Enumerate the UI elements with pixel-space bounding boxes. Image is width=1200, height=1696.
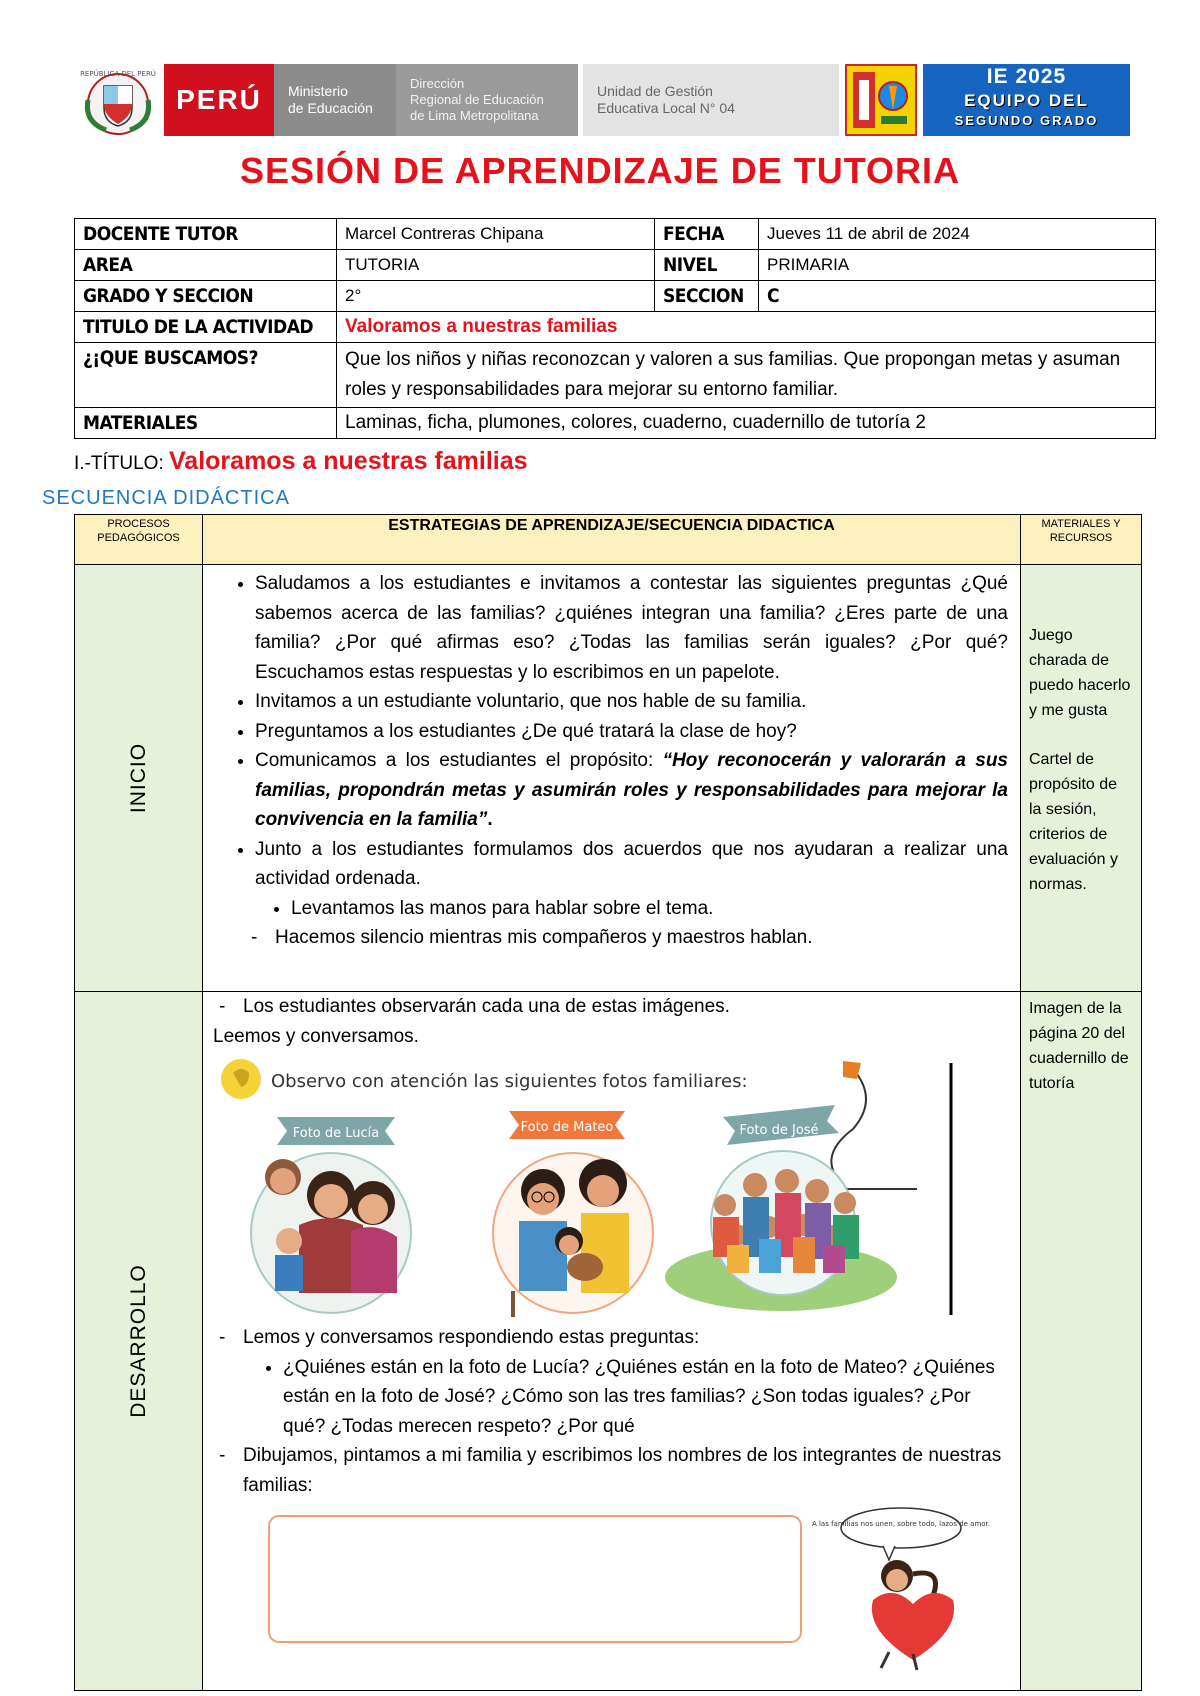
dash-item: - Hacemos silencio mientras mis compañeros y maestros hablan.: [251, 927, 813, 948]
dash-item: - Dibujamos, pintamos a mi familia y escribimos los nombres de los integrantes de nuestras familias:: [219, 1445, 1002, 1496]
desarrollo-materials: Imagen de la página 20 del cuadernillo de tutoría: [1021, 992, 1142, 1691]
list-item: • Saludamos a los estudiantes e invitamos a contestar las siguientes preguntas ¿Qué sabemos acerca de las familias? ¿quiénes integran una familia? ¿Eres parte de una familia? ¿Por qué afirmas eso? ¿Todas las familias serán iguales? ¿Por qué? Escuchamos estas respuestas y lo escribimos en un papelote.: [255, 569, 1008, 687]
desarrollo-strategies: [203, 992, 1021, 1691]
fecha-label: FECHA: [655, 219, 759, 250]
grado-value: 2°: [337, 281, 655, 312]
grado-label: GRADO Y SECCION: [75, 281, 337, 312]
desarrollo-label: DESARROLLO: [126, 1264, 150, 1418]
buscamos-label: ¿¡QUE BUSCAMOS?: [75, 343, 337, 408]
team-banner: IE 2025 EQUIPO DEL SEGUNDO GRADO: [923, 64, 1130, 136]
titulo-value: Valoramos a nuestras familias: [337, 312, 1156, 343]
peru-logo: PERÚ: [164, 64, 274, 136]
ministry-logo: Ministerio de Educación: [274, 64, 408, 136]
materiales-value: Laminas, ficha, plumones, colores, cuaderno, cuadernillo de tutoría 2: [337, 408, 1156, 439]
ugel-logo: Unidad de Gestión Educativa Local N° 04: [583, 64, 839, 136]
table-row: [75, 219, 1156, 250]
list-item: • Invitamos a un estudiante voluntario, que nos hable de su familia.: [255, 687, 1008, 717]
fecha-value: Jueves 11 de abril de 2024: [759, 219, 1156, 250]
nivel-label: NIVEL: [655, 250, 759, 281]
inicio-label: INICIO: [126, 742, 150, 814]
speech-bubble: A las familias nos unen, sobre todo, lazos de amor.: [811, 1520, 991, 1528]
drawing-frame: [269, 1516, 801, 1642]
materiales-header: MATERIALES Y RECURSOS: [1021, 515, 1142, 565]
desarrollo-row: [75, 992, 1142, 1691]
area-label: AREA: [75, 250, 337, 281]
table-header-row: [75, 515, 1142, 565]
drawing-area: [213, 1504, 1008, 1674]
secuencia-heading: SECUENCIA DIDÁCTICA: [42, 487, 290, 509]
list-item: • Comunicamos a los estudiantes el propósito: “Hoy reconocerán y valorarán a sus familias, propondrán metas y asumirán roles y responsabilidades para mejorar la convivencia en la familia”.: [255, 746, 1008, 835]
svg-text:REPÚBLICA DEL PERÚ: REPÚBLICA DEL PERÚ: [80, 70, 156, 78]
table-row: [75, 250, 1156, 281]
list-item: • Preguntamos a los estudiantes ¿De qué tratará la clase de hoy?: [255, 717, 1008, 747]
family-photos-illustration: [213, 1055, 1008, 1317]
dash-item: - Lemos y conversamos respondiendo estas preguntas:: [219, 1327, 700, 1348]
nivel-value: PRIMARIA: [759, 250, 1156, 281]
photo-tag-mateo: Foto de Mateo: [520, 1120, 614, 1135]
docente-label: DOCENTE TUTOR: [75, 219, 337, 250]
inicio-strategies: [203, 565, 1021, 992]
page-title: SESIÓN DE APRENDIZAJE DE TUTORIA: [239, 150, 961, 191]
photo-tag-lucia: Foto de Lucía: [292, 1126, 380, 1141]
seccion-label: SECCION: [655, 281, 759, 312]
list-item: • Junto a los estudiantes formulamos dos acuerdos que nos ayudaran a realizar una actividad ordenada.: [255, 835, 1008, 894]
sub-list-item: • Levantamos las manos para hablar sobre el tema.: [291, 894, 1008, 924]
table-row: [75, 343, 1156, 408]
seccion-value: C: [759, 281, 1156, 312]
inicio-process: [75, 565, 203, 992]
table-row: [75, 281, 1156, 312]
estrategias-header: ESTRATEGIAS DE APRENDIZAJE/SECUENCIA DIDACTICA: [203, 515, 1021, 565]
buscamos-value: Que los niños y niñas reconozcan y valoren a sus familias. Que propongan metas y asuman roles y responsabilidades para mejorar su entorno familiar.: [337, 343, 1156, 408]
desarrollo-process: [75, 992, 203, 1691]
questions-item: • ¿Quiénes están en la foto de Lucía? ¿Quiénes están en la foto de Mateo? ¿Quiénes están en la foto de José? ¿Cómo son las tres familias? ¿Son todas iguales? ¿Por qué? ¿Todas merecen respeto? ¿Por qué: [283, 1353, 1008, 1442]
docente-value: Marcel Contreras Chipana: [337, 219, 655, 250]
inicio-materials: Juego charada de puedo hacerlo y me gusta Cartel de propósito de la sesión, criterios de evaluación y normas.: [1021, 565, 1142, 992]
area-value: TUTORIA: [337, 250, 655, 281]
national-shield-icon: [78, 64, 158, 136]
materiales-label: MATERIALES: [75, 408, 337, 439]
table-row: [75, 408, 1156, 439]
direction-logo: Dirección Regional de Educación de Lima Metropolitana: [396, 64, 578, 136]
titulo-label: TITULO DE LA ACTIVIDAD: [75, 312, 337, 343]
school-badge-icon: [845, 64, 917, 136]
dash-item: - Los estudiantes observarán cada una de estas imágenes.: [219, 996, 730, 1017]
section-title: I.-TÍTULO: Valoramos a nuestras familias: [74, 447, 528, 475]
table-row: [75, 312, 1156, 343]
header-logos: [78, 62, 1130, 136]
read-line: Leemos y conversamos.: [213, 1025, 419, 1047]
inicio-row: [75, 565, 1142, 992]
photo-tag-jose: Foto de José: [739, 1123, 819, 1138]
family-photos-image: [213, 1055, 1013, 1317]
info-table: [74, 218, 1156, 439]
sequence-table: [74, 514, 1142, 1691]
procesos-header: PROCESOS PEDAGÓGICOS: [75, 515, 203, 565]
illustration-caption: Observo con atención las siguientes fotos familiares:: [271, 1071, 748, 1092]
